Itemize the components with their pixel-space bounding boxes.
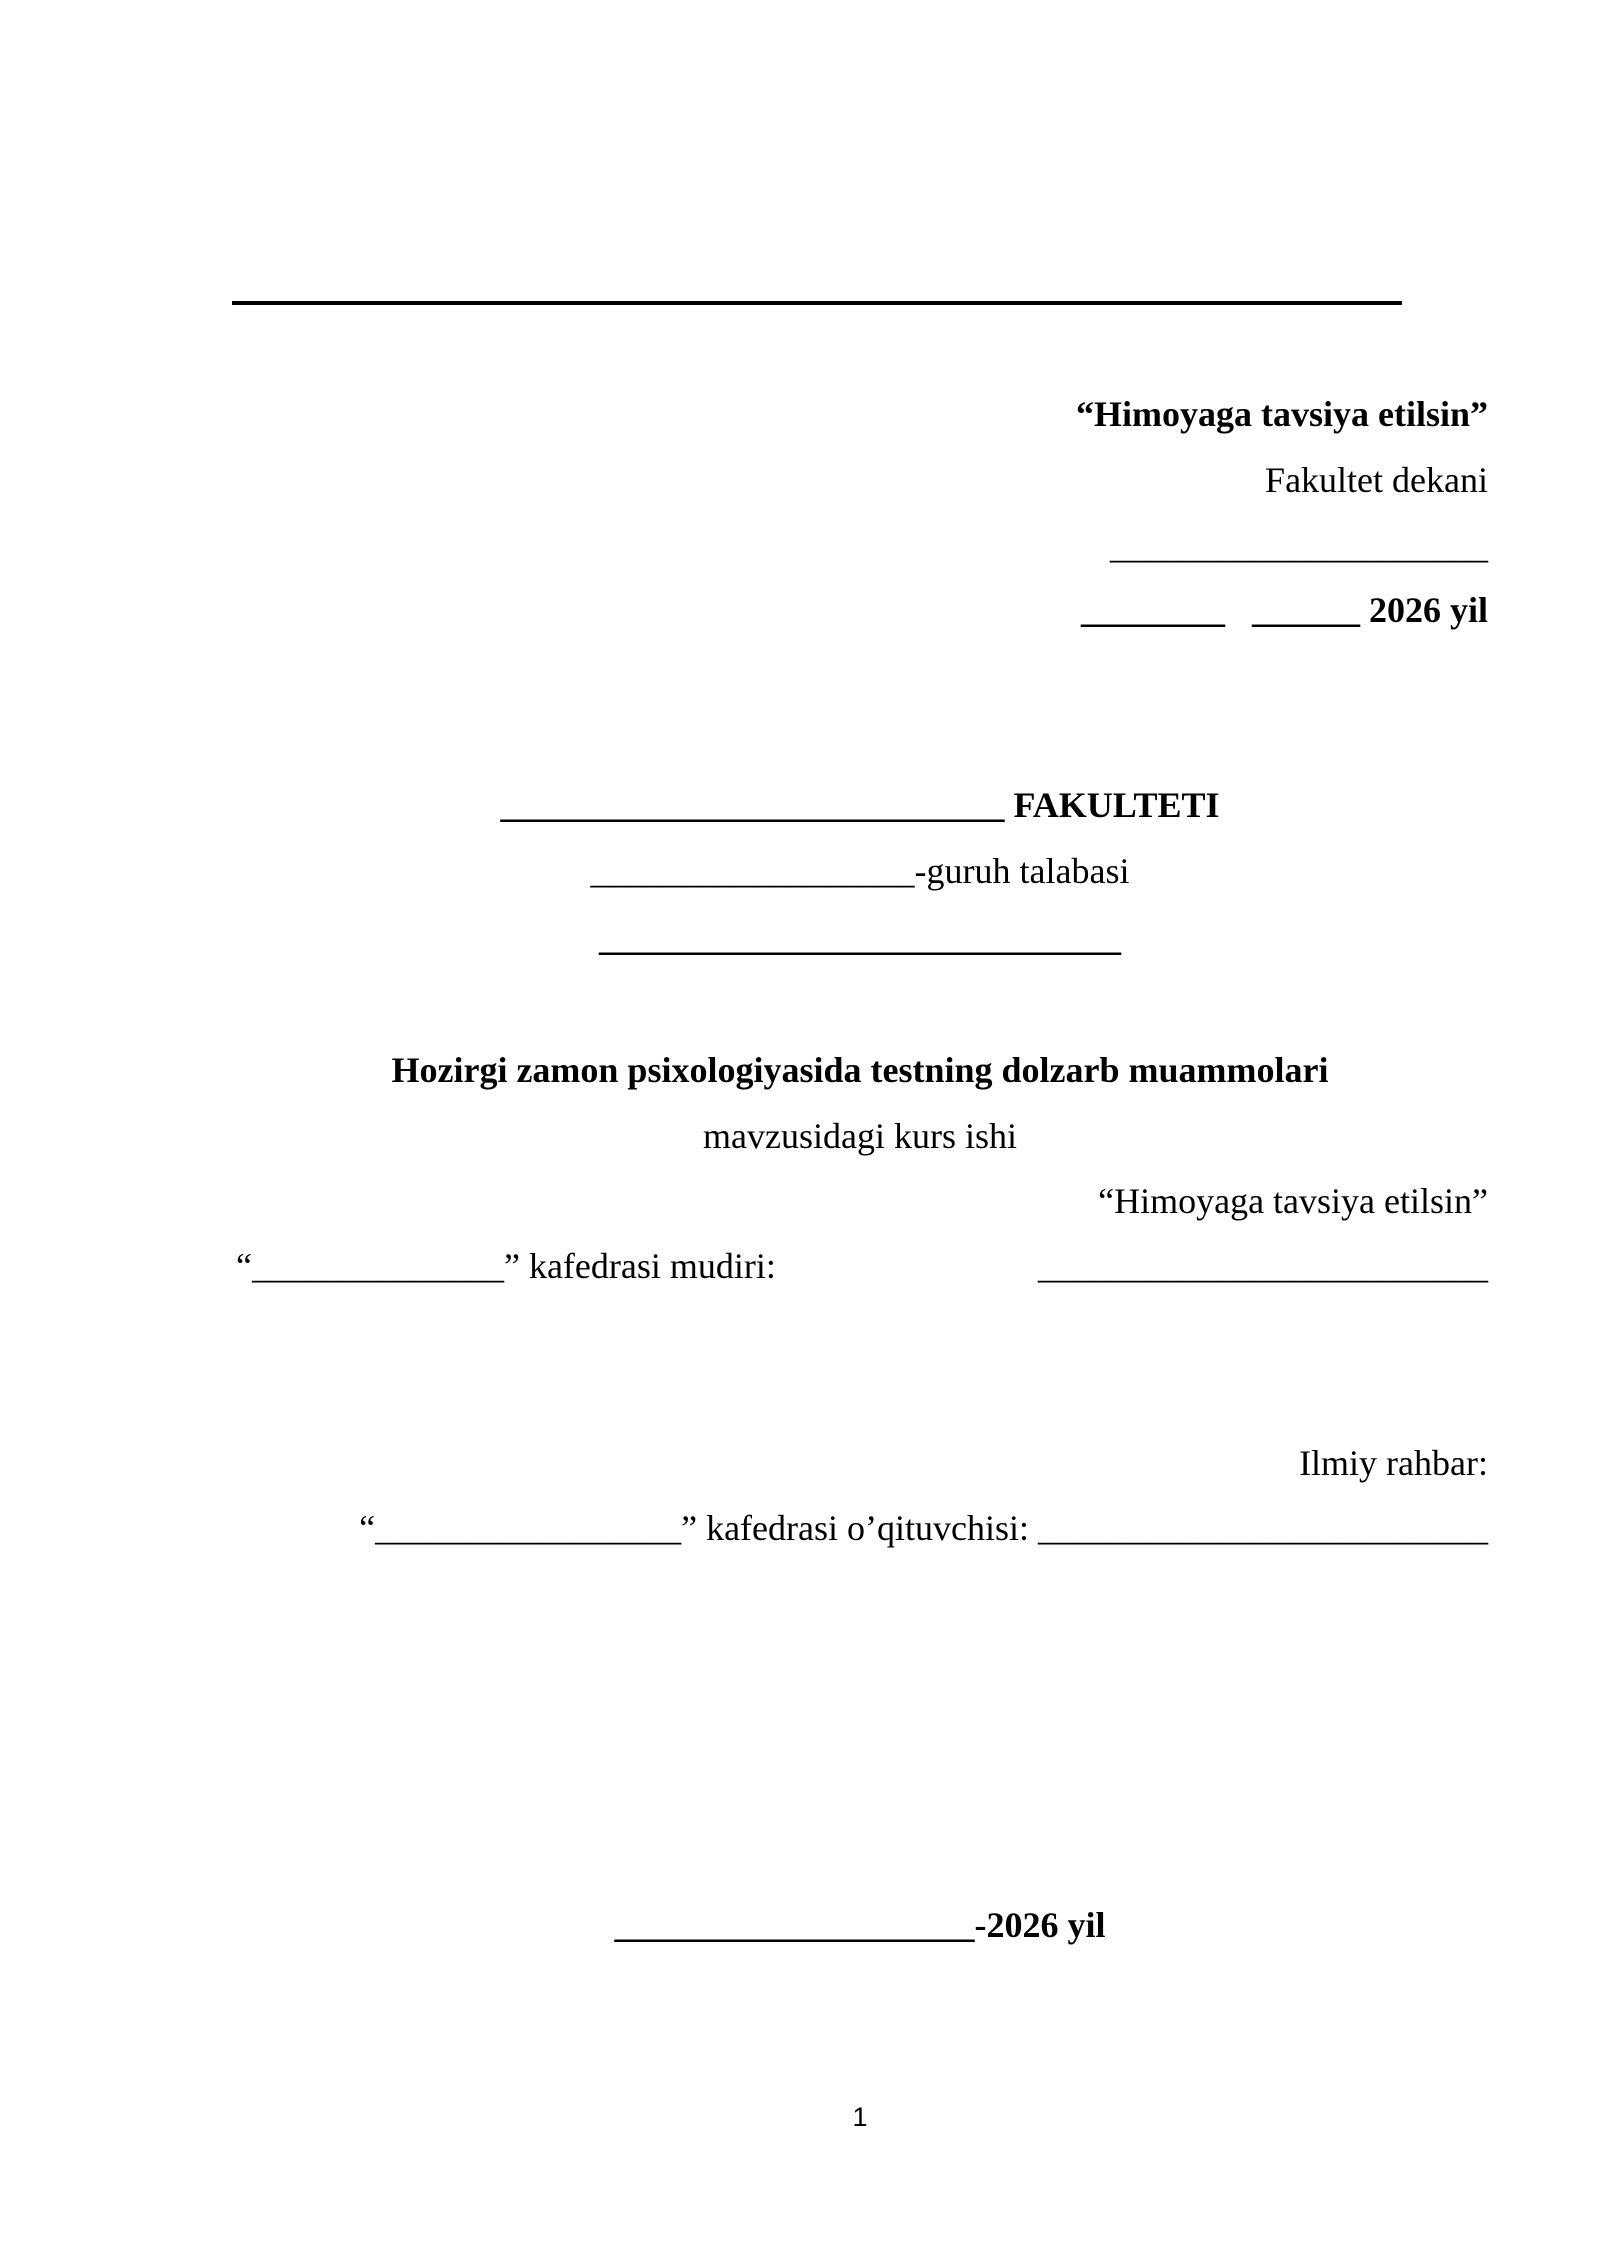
approval-date-line: ________ ______ 2026 yil (1080, 590, 1488, 630)
footer-year-line: ____________________-2026 yil (614, 1905, 1106, 1945)
supervisor-label: Ilmiy rahbar: (1299, 1443, 1488, 1483)
page-number: 1 (852, 2102, 868, 2132)
approval-title: “Himoyaga tavsiya etilsin” (1076, 394, 1488, 434)
approval-signature-line: _____________________ (1110, 526, 1488, 566)
faculty-title: ____________________________ FAKULTETI (500, 785, 1220, 825)
department-head-label: “______________” kafedrasi mudiri: (236, 1246, 776, 1286)
supervisor-line: “_________________” kafedrasi o’qituvchisi: _________________________ (359, 1508, 1488, 1548)
approval-role: Fakultet dekani (1265, 460, 1488, 500)
department-recommend: “Himoyaga tavsiya etilsin” (1098, 1181, 1488, 1221)
student-name-line: _____________________________ (599, 918, 1121, 958)
topic-title: Hozirgi zamon psixologiyasida testning dolzarb muammolari (391, 1050, 1329, 1090)
department-head-signature: _________________________ (1038, 1246, 1488, 1286)
top-rule (232, 301, 1402, 305)
topic-subtitle: mavzusidagi kurs ishi (703, 1116, 1017, 1156)
student-group: __________________-guruh talabasi (590, 851, 1130, 891)
